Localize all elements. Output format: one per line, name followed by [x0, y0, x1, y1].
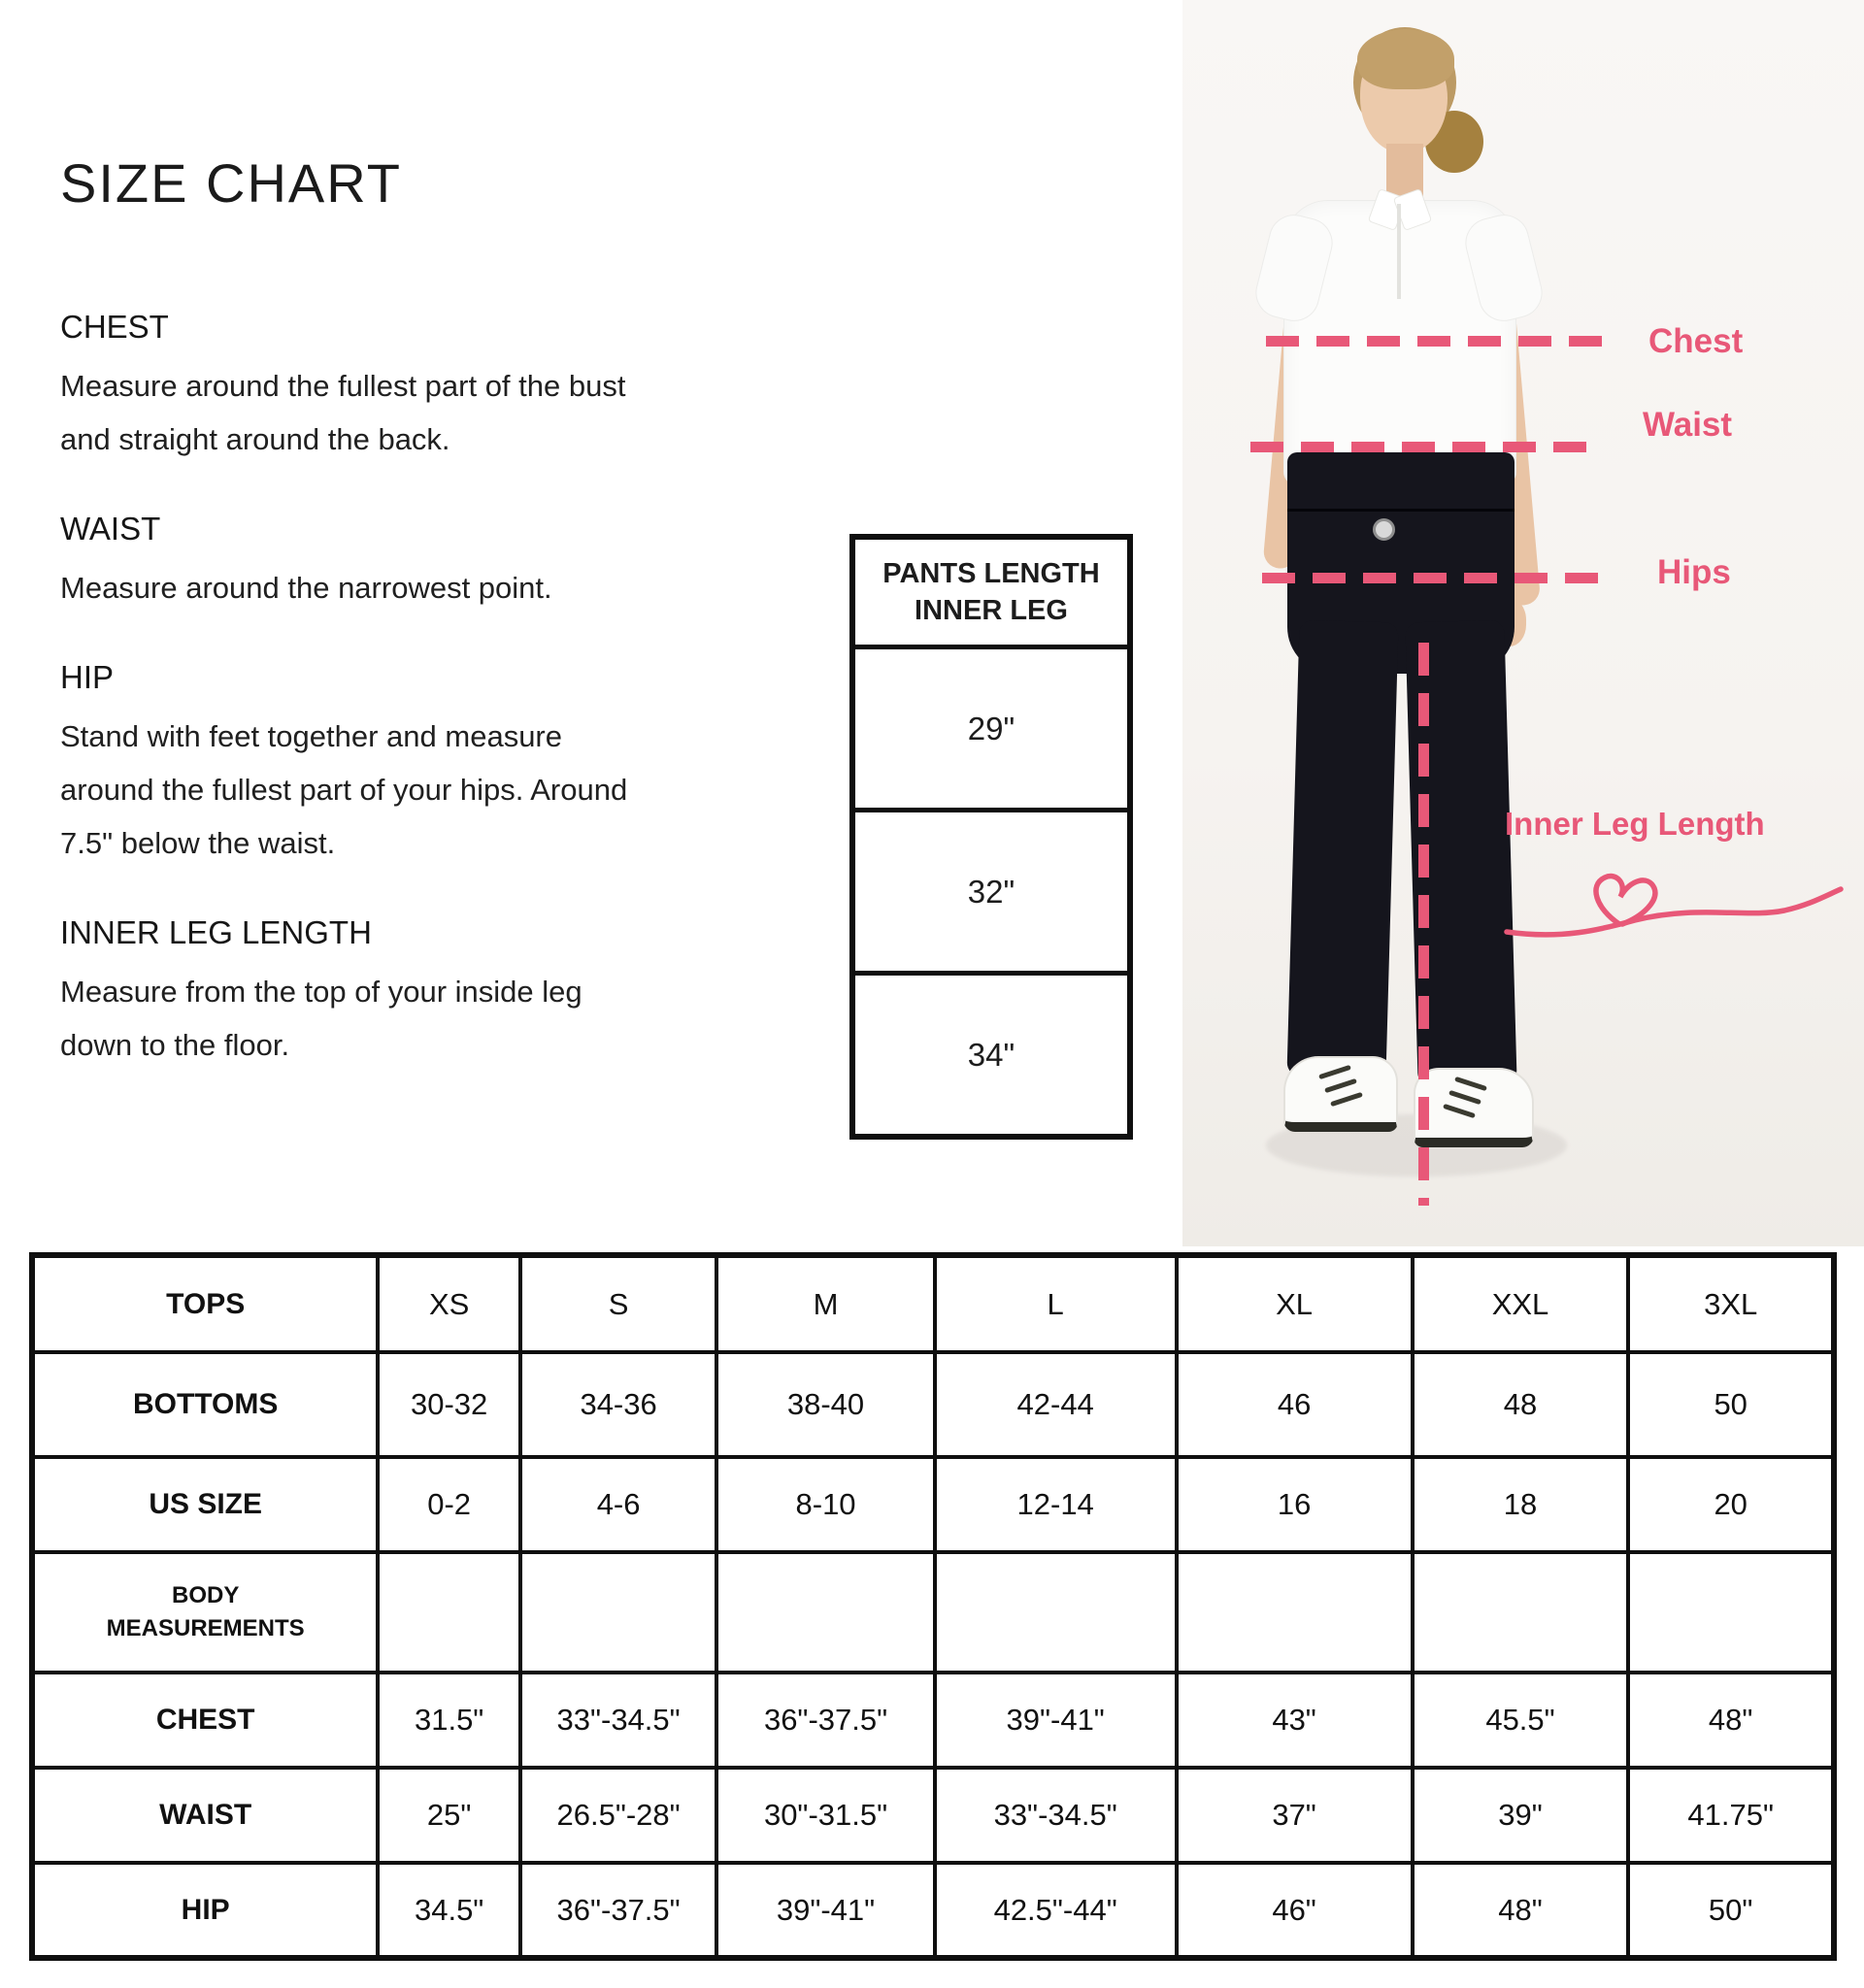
bottoms-l: 42-44 — [935, 1352, 1177, 1457]
waist-s: 26.5"-28" — [520, 1768, 716, 1863]
hips-label: Hips — [1657, 553, 1731, 591]
pants-header-line2: INNER LEG — [915, 595, 1068, 626]
shoe-lace — [1318, 1065, 1351, 1079]
shoe-lace — [1443, 1104, 1476, 1118]
table-row-us-size — [32, 1457, 1834, 1552]
inner-leg-measure-line — [1418, 643, 1429, 1206]
pants-length-table-header — [855, 540, 1127, 649]
row-label-waist: WAIST — [32, 1768, 378, 1863]
us-size-l: 12-14 — [935, 1457, 1177, 1552]
chest-xl: 43" — [1177, 1673, 1413, 1768]
bottoms-3xl: 50 — [1628, 1352, 1834, 1457]
row-label-us-size: US SIZE — [32, 1457, 378, 1552]
waist-instruction: Measure around the narrowest point. — [60, 571, 552, 605]
waist-l: 33"-34.5" — [935, 1768, 1177, 1863]
chest-xxl: 45.5" — [1413, 1673, 1629, 1768]
chest-label: Chest — [1648, 322, 1744, 360]
measuring-instructions — [60, 309, 643, 1072]
body-meas-xl — [1177, 1552, 1413, 1673]
chest-s: 33"-34.5" — [520, 1673, 716, 1768]
shoe-lace — [1330, 1092, 1363, 1107]
hip-xs: 34.5" — [378, 1863, 520, 1958]
page-title: SIZE CHART — [60, 152, 402, 214]
body-meas-s — [520, 1552, 716, 1673]
bottoms-m: 38-40 — [716, 1352, 935, 1457]
shoe-lace — [1324, 1078, 1357, 1093]
hip-xxl: 48" — [1413, 1863, 1629, 1958]
row-label-hip: HIP — [32, 1863, 378, 1958]
model-pants-left-leg — [1286, 620, 1398, 1079]
table-row-tops — [32, 1255, 1834, 1352]
hip-3xl: 50" — [1628, 1863, 1834, 1958]
pants-length-29: 29" — [855, 649, 1127, 812]
model-left-shoe — [1283, 1056, 1398, 1132]
tops-xl: XL — [1177, 1255, 1413, 1352]
hips-measure-line — [1262, 573, 1614, 583]
row-label-chest: CHEST — [32, 1673, 378, 1768]
row-label-bottoms: BOTTOMS — [32, 1352, 378, 1457]
waist-measure-line — [1250, 442, 1592, 452]
chest-measure-line — [1266, 336, 1602, 347]
inner-leg-heading: INNER LEG LENGTH — [60, 914, 372, 950]
hip-l: 42.5"-44" — [935, 1863, 1177, 1958]
row-label-body-measurements: BODY MEASUREMENTS — [32, 1552, 378, 1673]
table-row-body-measurements — [32, 1552, 1834, 1673]
shoe-lace — [1448, 1090, 1481, 1105]
hip-s: 36"-37.5" — [520, 1863, 716, 1958]
body-meas-xs — [378, 1552, 520, 1673]
tops-xxl: XXL — [1413, 1255, 1629, 1352]
inner-leg-instruction: Measure from the top of your inside leg down to the floor. — [60, 975, 582, 1062]
pants-length-32: 32" — [855, 812, 1127, 976]
us-size-m: 8-10 — [716, 1457, 935, 1552]
tops-s: S — [520, 1255, 716, 1352]
pants-waist-seam — [1287, 509, 1514, 512]
bottoms-xxl: 48 — [1413, 1352, 1629, 1457]
tops-xs: XS — [378, 1255, 520, 1352]
hip-m: 39"-41" — [716, 1863, 935, 1958]
waist-xxl: 39" — [1413, 1768, 1629, 1863]
model-photo — [1182, 0, 1864, 1246]
pants-header-line1: PANTS LENGTH — [882, 558, 1100, 589]
table-row-bottoms — [32, 1352, 1834, 1457]
row-label-tops: TOPS — [32, 1255, 378, 1352]
pants-length-table — [849, 534, 1133, 1140]
chest-m: 36"-37.5" — [716, 1673, 935, 1768]
chest-instruction: Measure around the fullest part of the bust and straight around the back. — [60, 369, 626, 456]
tops-3xl: 3XL — [1628, 1255, 1834, 1352]
us-size-3xl: 20 — [1628, 1457, 1834, 1552]
waist-m: 30"-31.5" — [716, 1768, 935, 1863]
polo-zip — [1397, 204, 1401, 299]
us-size-xxl: 18 — [1413, 1457, 1629, 1552]
hip-xl: 46" — [1177, 1863, 1413, 1958]
waist-3xl: 41.75" — [1628, 1768, 1834, 1863]
waist-xl: 37" — [1177, 1768, 1413, 1863]
tops-m: M — [716, 1255, 935, 1352]
chest-l: 39"-41" — [935, 1673, 1177, 1768]
bottoms-s: 34-36 — [520, 1352, 716, 1457]
table-row-chest — [32, 1673, 1834, 1768]
model-right-shoe — [1414, 1068, 1534, 1147]
bottoms-xs: 30-32 — [378, 1352, 520, 1457]
body-meas-m — [716, 1552, 935, 1673]
waist-xs: 25" — [378, 1768, 520, 1863]
us-size-xs: 0-2 — [378, 1457, 520, 1552]
table-row-hip — [32, 1863, 1834, 1958]
chest-3xl: 48" — [1628, 1673, 1834, 1768]
chest-heading: CHEST — [60, 309, 169, 345]
inner-leg-length-label: Inner Leg Length — [1505, 806, 1765, 842]
bottoms-xl: 46 — [1177, 1352, 1413, 1457]
us-size-s: 4-6 — [520, 1457, 716, 1552]
body-meas-xxl — [1413, 1552, 1629, 1673]
pants-length-34: 34" — [967, 1036, 1015, 1073]
hip-instruction: Stand with feet together and measure around the fullest part of your hips. Around 7.5" below the waist. — [60, 719, 628, 860]
chest-xs: 31.5" — [378, 1673, 520, 1768]
table-row-waist — [32, 1768, 1834, 1863]
hip-heading: HIP — [60, 659, 115, 695]
tops-l: L — [935, 1255, 1177, 1352]
size-chart-table — [29, 1252, 1837, 1961]
shoe-lace — [1454, 1077, 1487, 1091]
heart-squiggle-icon — [1503, 837, 1845, 945]
waist-heading: WAIST — [60, 511, 161, 547]
body-meas-3xl — [1628, 1552, 1834, 1673]
waist-label: Waist — [1643, 406, 1733, 444]
model-hair-top — [1357, 29, 1454, 89]
pants-charm — [1373, 518, 1395, 541]
us-size-xl: 16 — [1177, 1457, 1413, 1552]
body-meas-l — [935, 1552, 1177, 1673]
